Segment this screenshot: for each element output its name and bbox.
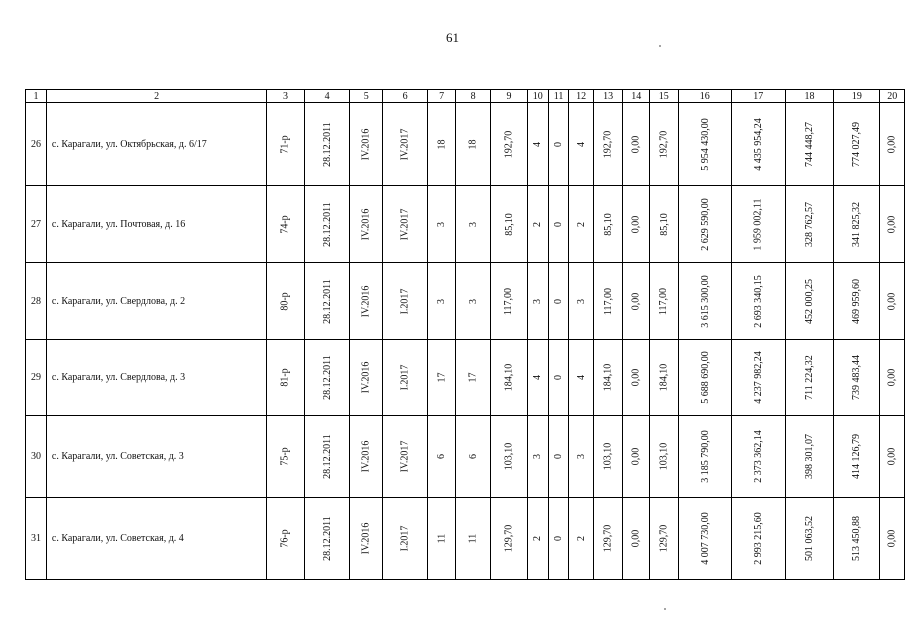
value-cell	[834, 263, 880, 340]
value-text: 2	[575, 536, 587, 541]
address-cell: с. Карагали, ул. Советская, д. 4	[46, 498, 266, 580]
value-cell	[350, 263, 383, 340]
value-text: I.2017	[399, 288, 411, 314]
value-cell	[593, 186, 623, 263]
value-text: 28.12.2011	[321, 278, 333, 324]
value-cell	[732, 340, 786, 416]
scan-speck	[664, 608, 666, 610]
value-cell	[548, 498, 569, 580]
value-text: 0	[553, 454, 565, 459]
value-cell	[650, 186, 679, 263]
row-number-cell: 28	[26, 263, 47, 340]
value-text: 192,70	[503, 130, 515, 158]
value-cell	[834, 340, 880, 416]
value-cell	[623, 263, 650, 340]
value-text: 3	[436, 298, 448, 304]
value-cell	[732, 416, 786, 498]
value-text: 0,00	[886, 292, 898, 310]
value-cell	[304, 416, 350, 498]
value-cell	[456, 340, 491, 416]
value-text: I.2017	[399, 525, 411, 552]
value-text: 0,00	[886, 447, 898, 466]
value-text: 28.12.2011	[321, 121, 333, 167]
header-row	[26, 90, 905, 103]
value-cell	[527, 416, 548, 498]
value-cell	[428, 186, 456, 263]
value-text: 2	[532, 536, 544, 541]
value-cell	[428, 103, 456, 186]
value-text: 18	[436, 139, 448, 149]
scan-speck	[659, 45, 661, 47]
value-cell	[350, 416, 383, 498]
value-cell	[785, 263, 834, 340]
value-text: 103,10	[602, 442, 614, 471]
value-text: 129,70	[658, 524, 670, 553]
value-cell	[569, 186, 593, 263]
value-text: 192,70	[602, 130, 614, 158]
value-cell	[304, 186, 350, 263]
value-text: 4	[575, 141, 587, 147]
address-cell: с. Карагали, ул. Октябрьская, д. 6/17	[46, 103, 266, 186]
value-cell	[267, 263, 304, 340]
value-cell	[267, 498, 304, 580]
value-cell	[650, 103, 679, 186]
value-text: 341 825,32	[851, 201, 863, 247]
value-text: 184,10	[602, 363, 614, 392]
header-cell: 9	[491, 90, 528, 103]
value-text: 0,00	[886, 135, 898, 153]
value-text: 0,00	[630, 215, 642, 233]
value-cell	[383, 186, 428, 263]
value-text: 328 762,57	[803, 201, 815, 247]
value-text: IV.2016	[360, 522, 372, 555]
value-text: 513 450,88	[851, 516, 863, 561]
value-text: IV.2017	[399, 440, 411, 473]
header-cell: 6	[383, 90, 428, 103]
row-number-cell: 29	[26, 340, 47, 416]
value-text: 0,00	[630, 529, 642, 548]
value-text: 0,00	[886, 368, 898, 387]
header-cell: 15	[650, 90, 679, 103]
value-text: 0,00	[630, 368, 642, 387]
value-text: 452 000,25	[803, 278, 815, 324]
value-text: 3	[575, 454, 587, 459]
value-text: 3 615 300,00	[699, 274, 711, 328]
value-cell	[428, 498, 456, 580]
value-text: 3	[436, 221, 448, 227]
value-text: 2 629 590,00	[699, 197, 711, 251]
value-text: 0	[553, 375, 565, 380]
value-cell	[383, 498, 428, 580]
value-cell	[678, 416, 732, 498]
value-text: IV.2016	[360, 361, 372, 394]
header-cell: 10	[527, 90, 548, 103]
value-cell	[428, 263, 456, 340]
value-text: IV.2017	[399, 208, 411, 240]
value-cell	[304, 103, 350, 186]
value-cell	[678, 263, 732, 340]
value-text: 469 959,60	[851, 278, 863, 324]
value-text: 17	[436, 372, 448, 383]
value-text: 6	[436, 454, 448, 459]
value-cell	[456, 498, 491, 580]
value-text: 4 435 954,24	[752, 117, 764, 171]
value-cell	[593, 416, 623, 498]
table-row	[26, 186, 905, 263]
value-text: 2 693 340,15	[752, 274, 764, 328]
header-cell: 18	[785, 90, 834, 103]
address-cell: с. Карагали, ул. Свердлова, д. 3	[46, 340, 266, 416]
value-cell	[593, 498, 623, 580]
value-text: 117,00	[602, 287, 614, 315]
value-text: 3	[467, 298, 479, 304]
value-cell	[834, 498, 880, 580]
value-text: 0,00	[886, 529, 898, 548]
value-text: 0	[553, 298, 565, 304]
value-cell	[880, 340, 905, 416]
value-cell	[350, 186, 383, 263]
header-cell: 14	[623, 90, 650, 103]
value-cell	[623, 340, 650, 416]
value-text: 85,10	[503, 212, 515, 236]
value-text: 4	[532, 375, 544, 380]
value-text: 103,10	[503, 442, 515, 471]
value-cell	[304, 498, 350, 580]
value-text: 81-р	[280, 368, 291, 387]
table-row	[26, 103, 905, 186]
value-cell	[383, 340, 428, 416]
value-text: 398 301,07	[803, 434, 815, 479]
value-text: 28.12.2011	[321, 434, 333, 479]
register-table	[25, 89, 905, 580]
value-text: 17	[467, 372, 479, 383]
header-cell: 1	[26, 90, 47, 103]
value-cell	[267, 186, 304, 263]
value-cell	[267, 340, 304, 416]
value-cell	[456, 186, 491, 263]
value-cell	[548, 186, 569, 263]
value-cell	[569, 340, 593, 416]
value-cell	[267, 103, 304, 186]
value-text: 3	[532, 298, 544, 304]
value-cell	[527, 186, 548, 263]
header-cell: 5	[350, 90, 383, 103]
value-cell	[383, 103, 428, 186]
value-cell	[569, 498, 593, 580]
value-cell	[491, 498, 528, 580]
value-cell	[732, 263, 786, 340]
row-number-cell: 31	[26, 498, 47, 580]
value-text: 0	[553, 141, 565, 147]
value-cell	[491, 263, 528, 340]
value-text: 4 237 982,24	[752, 351, 764, 404]
address-cell: с. Карагали, ул. Свердлова, д. 2	[46, 263, 266, 340]
value-cell	[383, 416, 428, 498]
value-text: 85,10	[602, 212, 614, 236]
header-cell: 8	[456, 90, 491, 103]
value-text: 4 007 730,00	[699, 512, 711, 565]
row-number-cell: 26	[26, 103, 47, 186]
value-text: 184,10	[503, 363, 515, 392]
value-cell	[456, 103, 491, 186]
value-text: 2	[575, 221, 587, 227]
value-cell	[732, 186, 786, 263]
value-cell	[785, 498, 834, 580]
value-text: 117,00	[503, 287, 515, 315]
header-cell: 4	[304, 90, 350, 103]
value-cell	[678, 186, 732, 263]
value-text: 117,00	[658, 287, 670, 315]
value-text: 0	[553, 221, 565, 227]
value-text: 184,10	[658, 363, 670, 392]
value-cell	[267, 416, 304, 498]
value-text: 129,70	[602, 524, 614, 553]
value-cell	[650, 416, 679, 498]
value-text: IV.2016	[360, 440, 372, 473]
value-text: 414 126,79	[851, 434, 863, 479]
value-text: 5 954 430,00	[699, 117, 711, 171]
value-cell	[678, 498, 732, 580]
value-text: 711 224,32	[803, 355, 815, 400]
value-cell	[732, 498, 786, 580]
value-cell	[491, 186, 528, 263]
value-cell	[834, 103, 880, 186]
header-cell: 12	[569, 90, 593, 103]
value-cell	[428, 416, 456, 498]
value-text: 0,00	[886, 215, 898, 233]
value-cell	[350, 103, 383, 186]
table-row	[26, 416, 905, 498]
value-cell	[593, 103, 623, 186]
value-cell	[527, 498, 548, 580]
value-cell	[491, 416, 528, 498]
value-text: 76-р	[280, 529, 291, 548]
header-cell: 11	[548, 90, 569, 103]
value-text: 3	[575, 298, 587, 304]
value-cell	[304, 263, 350, 340]
value-cell	[623, 186, 650, 263]
header-cell: 7	[428, 90, 456, 103]
value-cell	[678, 103, 732, 186]
value-cell	[304, 340, 350, 416]
header-cell: 16	[678, 90, 732, 103]
value-text: 4	[575, 375, 587, 380]
value-cell	[428, 340, 456, 416]
table-row	[26, 340, 905, 416]
value-text: 103,10	[658, 442, 670, 471]
value-cell	[456, 263, 491, 340]
value-cell	[569, 263, 593, 340]
value-cell	[880, 186, 905, 263]
value-cell	[834, 186, 880, 263]
value-cell	[650, 340, 679, 416]
header-cell: 13	[593, 90, 623, 103]
value-cell	[527, 340, 548, 416]
value-cell	[548, 340, 569, 416]
value-cell	[623, 103, 650, 186]
value-cell	[527, 263, 548, 340]
value-text: I.2017	[399, 364, 411, 391]
value-text: 0	[553, 536, 565, 541]
value-text: 192,70	[658, 130, 670, 158]
value-text: 0,00	[630, 135, 642, 153]
value-text: 744 448,27	[803, 121, 815, 167]
value-cell	[593, 340, 623, 416]
value-text: 74-р	[280, 214, 291, 234]
value-text: IV.2016	[360, 208, 372, 240]
value-cell	[785, 416, 834, 498]
value-text: 80-р	[280, 291, 291, 311]
header-cell: 20	[880, 90, 905, 103]
value-text: 28.12.2011	[321, 201, 333, 247]
value-cell	[785, 103, 834, 186]
value-text: IV.2016	[360, 128, 372, 160]
value-text: 2 373 362,14	[752, 430, 764, 483]
value-text: 28.12.2011	[321, 516, 333, 561]
value-text: 6	[467, 454, 479, 459]
address-cell: с. Карагали, ул. Советская, д. 3	[46, 416, 266, 498]
value-cell	[569, 103, 593, 186]
value-text: IV.2016	[360, 285, 372, 317]
table-row	[26, 263, 905, 340]
value-text: 739 483,44	[851, 355, 863, 400]
value-cell	[350, 340, 383, 416]
header-cell: 19	[834, 90, 880, 103]
value-cell	[880, 416, 905, 498]
value-text: 28.12.2011	[321, 355, 333, 400]
value-text: 75-р	[280, 447, 291, 466]
row-number-cell: 30	[26, 416, 47, 498]
value-cell	[880, 103, 905, 186]
row-number-cell: 27	[26, 186, 47, 263]
value-cell	[383, 263, 428, 340]
value-text: 129,70	[503, 524, 515, 553]
value-text: 0,00	[630, 292, 642, 310]
header-cell: 3	[267, 90, 304, 103]
value-cell	[593, 263, 623, 340]
value-cell	[785, 340, 834, 416]
value-cell	[491, 340, 528, 416]
value-text: 3	[467, 221, 479, 227]
value-text: 5 688 690,00	[699, 351, 711, 404]
value-text: 0,00	[630, 447, 642, 466]
value-cell	[569, 416, 593, 498]
value-text: 4	[532, 141, 544, 147]
value-text: 774 027,49	[851, 121, 863, 167]
value-cell	[678, 340, 732, 416]
value-text: IV.2017	[399, 128, 411, 160]
address-cell: с. Карагали, ул. Почтовая, д. 16	[46, 186, 266, 263]
value-cell	[548, 263, 569, 340]
value-cell	[785, 186, 834, 263]
value-cell	[548, 416, 569, 498]
header-cell: 2	[46, 90, 266, 103]
value-cell	[623, 498, 650, 580]
value-text: 2 993 215,60	[752, 512, 764, 565]
value-text: 2	[532, 221, 544, 227]
value-cell	[880, 498, 905, 580]
value-text: 501 063,52	[803, 516, 815, 561]
value-text: 71-р	[280, 134, 291, 154]
value-text: 18	[467, 139, 479, 149]
value-text: 1 959 002,11	[752, 197, 764, 251]
value-cell	[350, 498, 383, 580]
value-text: 11	[436, 533, 448, 544]
value-cell	[732, 103, 786, 186]
value-text: 11	[467, 533, 479, 544]
page-number: 61	[446, 30, 459, 45]
value-cell	[834, 416, 880, 498]
header-cell: 17	[732, 90, 786, 103]
value-cell	[548, 103, 569, 186]
value-cell	[491, 103, 528, 186]
value-cell	[623, 416, 650, 498]
value-cell	[650, 263, 679, 340]
value-text: 3	[532, 454, 544, 459]
value-cell	[650, 498, 679, 580]
value-text: 3 185 790,00	[699, 430, 711, 483]
table-row	[26, 498, 905, 580]
value-cell	[527, 103, 548, 186]
value-cell	[880, 263, 905, 340]
value-cell	[456, 416, 491, 498]
value-text: 85,10	[658, 212, 670, 236]
